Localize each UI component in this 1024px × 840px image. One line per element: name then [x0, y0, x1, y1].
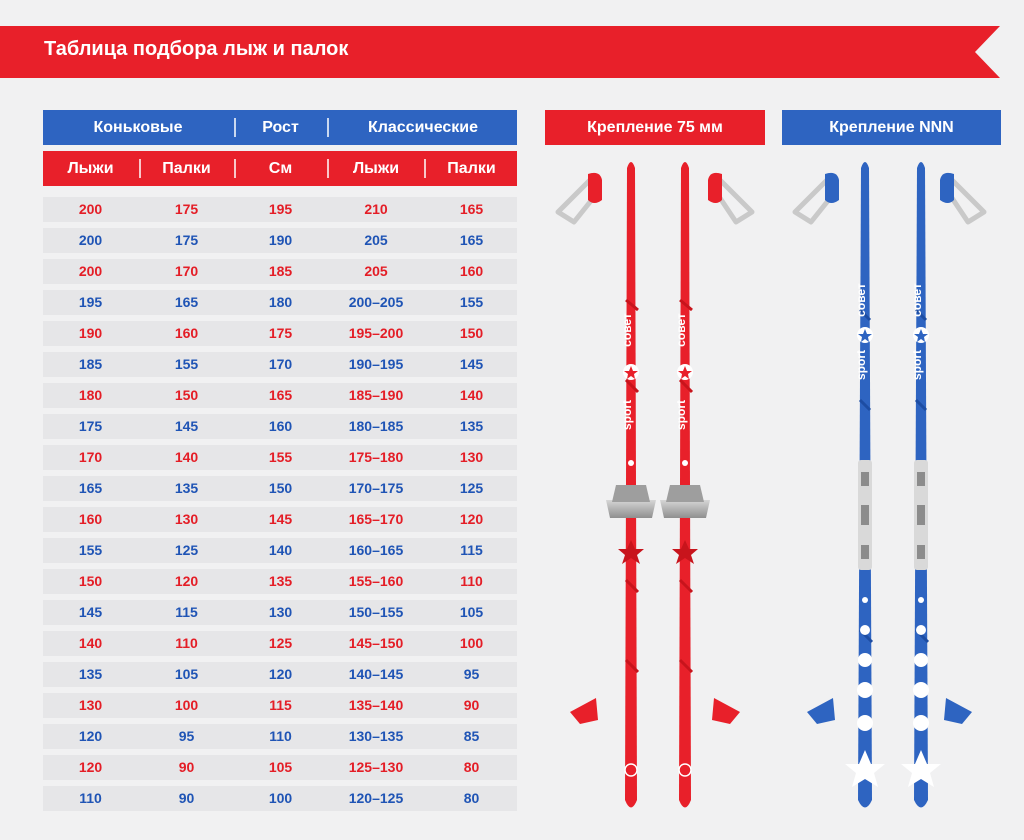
- cell-classic-poles: 105: [459, 604, 484, 620]
- header-col-skate-skis: Лыжи: [67, 160, 114, 177]
- table-row: [43, 197, 517, 222]
- cell-classic-poles: 135: [459, 418, 484, 434]
- cell-skate-skis: 175: [78, 418, 103, 434]
- table-row: [43, 321, 517, 346]
- cell-skate-skis: 165: [78, 480, 103, 496]
- table-row: [43, 662, 517, 687]
- cell-classic-poles: 90: [463, 697, 480, 713]
- cell-skate-poles: 130: [174, 511, 199, 527]
- header-group-classic: Классические: [367, 119, 479, 136]
- cell-classic-skis: 180–185: [348, 418, 404, 434]
- ski-poles-75mm: [558, 173, 752, 724]
- cell-skate-skis: 150: [78, 573, 103, 589]
- cell-height-cm: 105: [268, 759, 293, 775]
- cell-height-cm: 135: [268, 573, 293, 589]
- cell-skate-poles: 125: [174, 542, 199, 558]
- cell-skate-skis: 190: [78, 325, 103, 341]
- cell-classic-poles: 80: [463, 759, 480, 775]
- cell-skate-poles: 90: [178, 790, 195, 806]
- cell-classic-skis: 205: [364, 263, 388, 279]
- cell-classic-skis: 145–150: [348, 635, 404, 651]
- cell-skate-poles: 155: [174, 356, 199, 372]
- cell-classic-poles: 85: [463, 728, 480, 744]
- cell-height-cm: 160: [268, 418, 293, 434]
- cell-height-cm: 145: [268, 511, 293, 527]
- cell-classic-skis: 210: [364, 201, 388, 217]
- cell-skate-poles: 115: [175, 604, 198, 620]
- cell-classic-skis: 135–140: [348, 697, 404, 713]
- header-group-skating: Коньковые: [93, 119, 183, 136]
- cell-skate-skis: 145: [78, 604, 103, 620]
- cell-height-cm: 155: [268, 449, 293, 465]
- header-col-classic-skis: Лыжи: [352, 160, 400, 177]
- cell-skate-poles: 145: [174, 418, 199, 434]
- table-row: [43, 693, 517, 718]
- cell-height-cm: 165: [268, 387, 293, 403]
- table-row: [43, 507, 517, 532]
- cell-skate-skis: 110: [79, 790, 102, 806]
- cell-classic-poles: 150: [459, 325, 484, 341]
- cell-skate-poles: 150: [174, 387, 199, 403]
- cell-height-cm: 185: [268, 263, 293, 279]
- cell-skate-skis: 200: [78, 201, 103, 217]
- ski-brand-text: совет: [854, 283, 868, 317]
- cell-classic-poles: 130: [459, 449, 484, 465]
- ski-poles-nnn: [795, 173, 984, 724]
- cell-classic-skis: 195–200: [348, 325, 404, 341]
- ski-brand-text: совет: [620, 313, 634, 347]
- binding-nnn-label: Крепление NNN: [782, 110, 1001, 145]
- table-column-header: [43, 151, 517, 186]
- cell-classic-poles: 120: [459, 511, 484, 527]
- cell-skate-poles: 135: [174, 480, 199, 496]
- cell-skate-poles: 175: [174, 201, 199, 217]
- table-row: [43, 631, 517, 656]
- table-row: [43, 755, 517, 780]
- table-row: [43, 228, 517, 253]
- cell-skate-poles: 160: [174, 325, 199, 341]
- cell-skate-poles: 165: [174, 294, 199, 310]
- table-row: [43, 786, 517, 811]
- cell-skate-skis: 155: [78, 542, 103, 558]
- cell-classic-poles: 155: [459, 294, 484, 310]
- table-row: [43, 569, 517, 594]
- ski-brand-text: sport: [620, 400, 634, 430]
- ski-blue-left: [845, 162, 885, 808]
- skis-illustration: [540, 160, 1010, 820]
- header-col-height-cm: См: [268, 160, 293, 177]
- page-title: Таблица подбора лыж и палок: [44, 38, 349, 60]
- cell-classic-poles: 140: [459, 387, 484, 403]
- cell-skate-skis: 200: [78, 263, 103, 279]
- table-group-header: [43, 110, 517, 145]
- cell-classic-poles: 145: [459, 356, 484, 372]
- header-col-skate-poles: Палки: [162, 160, 211, 177]
- ski-brand-text: совет: [910, 283, 924, 317]
- cell-skate-poles: 90: [178, 759, 195, 775]
- table-row: [43, 724, 517, 749]
- cell-classic-poles: 80: [463, 790, 480, 806]
- cell-classic-skis: 125–130: [348, 759, 404, 775]
- table-row: [43, 290, 517, 315]
- cell-height-cm: 150: [268, 480, 293, 496]
- cell-height-cm: 190: [268, 232, 293, 248]
- cell-classic-skis: 120–125: [348, 790, 404, 806]
- cell-classic-poles: 115: [460, 542, 483, 558]
- cell-height-cm: 115: [269, 697, 292, 713]
- cell-skate-poles: 170: [174, 263, 199, 279]
- cell-classic-skis: 130–135: [348, 728, 404, 744]
- cell-classic-skis: 165–170: [348, 511, 404, 527]
- cell-height-cm: 175: [268, 325, 293, 341]
- cell-classic-skis: 150–155: [348, 604, 404, 620]
- table-row: [43, 352, 517, 377]
- cell-height-cm: 120: [268, 666, 293, 682]
- table-row: [43, 476, 517, 501]
- cell-height-cm: 170: [268, 356, 293, 372]
- cell-height-cm: 100: [268, 790, 293, 806]
- cell-skate-skis: 185: [78, 356, 103, 372]
- cell-height-cm: 110: [269, 728, 292, 744]
- cell-classic-poles: 110: [460, 573, 483, 589]
- cell-height-cm: 130: [268, 604, 293, 620]
- header-group-height: Рост: [262, 119, 299, 136]
- cell-classic-skis: 170–175: [348, 480, 404, 496]
- table-row: [43, 259, 517, 284]
- ski-blue-right: [901, 162, 941, 808]
- table-row: [43, 383, 517, 408]
- cell-classic-skis: 155–160: [348, 573, 404, 589]
- header-col-classic-poles: Палки: [447, 160, 496, 177]
- cell-skate-skis: 180: [78, 387, 103, 403]
- cell-classic-poles: 160: [459, 263, 484, 279]
- cell-skate-skis: 135: [78, 666, 103, 682]
- ski-red-right: [660, 162, 710, 808]
- cell-skate-poles: 105: [174, 666, 199, 682]
- cell-classic-skis: 185–190: [348, 387, 404, 403]
- cell-classic-skis: 190–195: [348, 356, 404, 372]
- cell-classic-skis: 205: [364, 232, 388, 248]
- cell-skate-poles: 140: [174, 449, 199, 465]
- cell-height-cm: 140: [268, 542, 293, 558]
- ski-brand-text: совет: [674, 313, 688, 347]
- binding-75mm-label: Крепление 75 мм: [545, 110, 765, 145]
- cell-skate-skis: 140: [78, 635, 103, 651]
- cell-skate-skis: 200: [78, 232, 103, 248]
- cell-skate-poles: 120: [174, 573, 199, 589]
- cell-skate-skis: 195: [78, 294, 103, 310]
- cell-classic-poles: 125: [459, 480, 484, 496]
- cell-classic-poles: 100: [459, 635, 484, 651]
- table-row: [43, 445, 517, 470]
- cell-classic-skis: 200–205: [348, 294, 404, 310]
- cell-skate-poles: 95: [178, 728, 195, 744]
- cell-classic-poles: 165: [459, 201, 484, 217]
- ski-brand-text: sport: [674, 400, 688, 430]
- table-row: [43, 538, 517, 563]
- cell-skate-poles: 175: [174, 232, 199, 248]
- cell-height-cm: 180: [268, 294, 293, 310]
- cell-skate-skis: 160: [78, 511, 103, 527]
- cell-classic-skis: 175–180: [348, 449, 404, 465]
- table-row: [43, 414, 517, 439]
- cell-skate-poles: 110: [175, 635, 198, 651]
- ski-brand-text: sport: [854, 350, 868, 380]
- cell-height-cm: 195: [268, 201, 293, 217]
- ski-brand-text: sport: [910, 350, 924, 380]
- cell-skate-skis: 120: [78, 759, 103, 775]
- cell-classic-skis: 160–165: [348, 542, 404, 558]
- cell-classic-poles: 95: [463, 666, 480, 682]
- ski-red-left: [606, 162, 656, 808]
- cell-height-cm: 125: [268, 635, 293, 651]
- cell-skate-skis: 120: [78, 728, 103, 744]
- cell-classic-poles: 165: [459, 232, 484, 248]
- cell-skate-skis: 170: [78, 449, 103, 465]
- cell-skate-skis: 130: [78, 697, 103, 713]
- cell-skate-poles: 100: [174, 697, 199, 713]
- table-row: [43, 600, 517, 625]
- cell-classic-skis: 140–145: [348, 666, 404, 682]
